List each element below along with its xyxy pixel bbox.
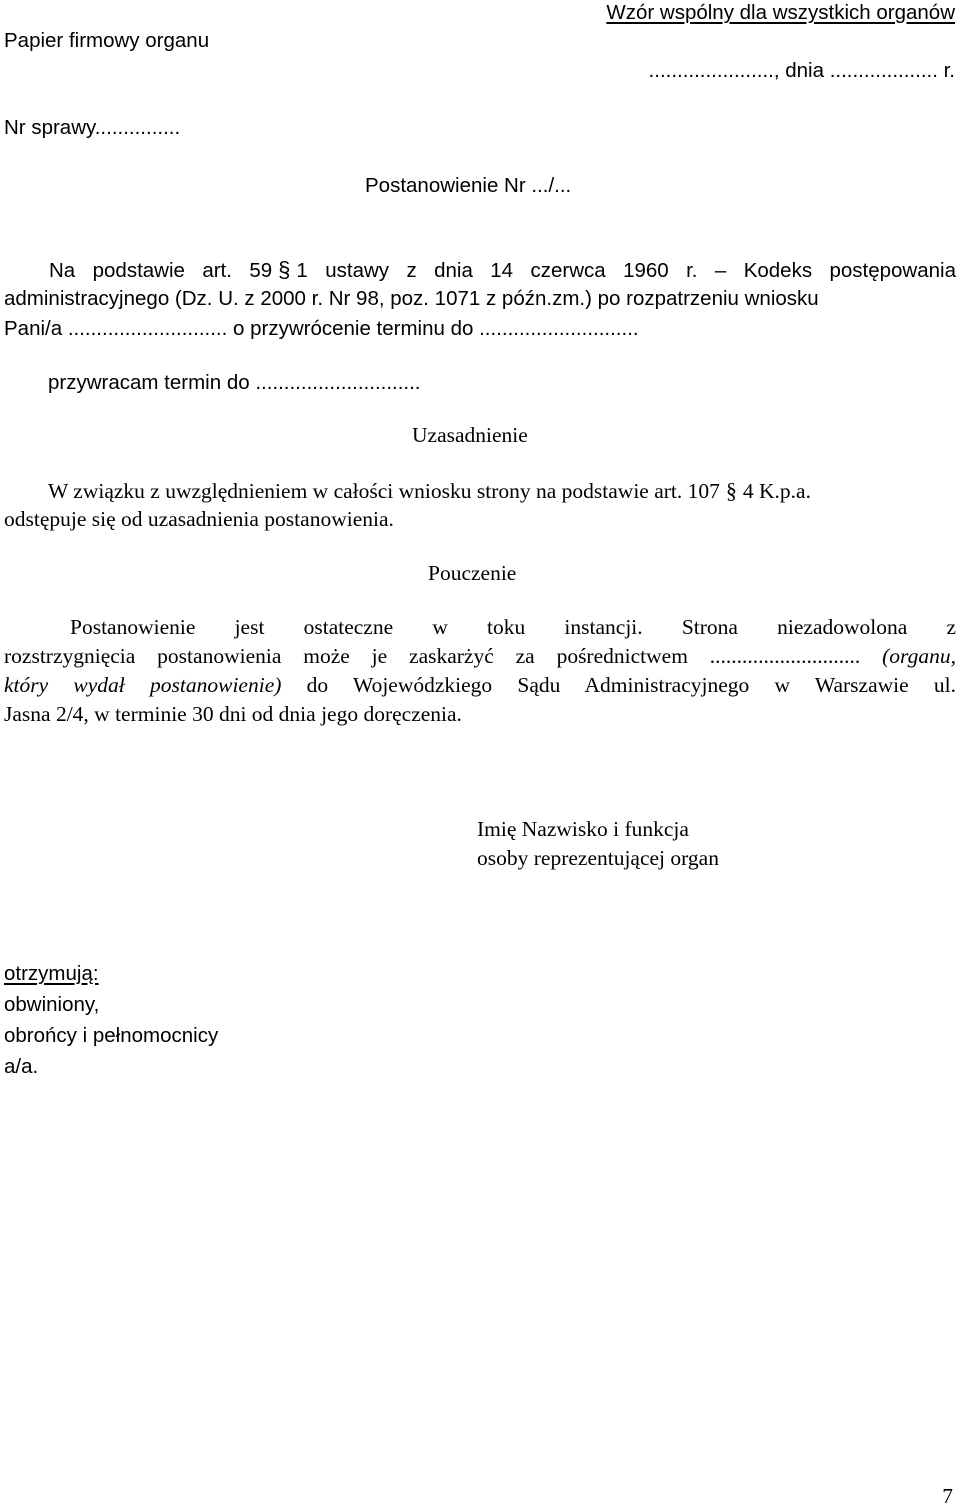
template-note: Wzór wspólny dla wszystkich organów bbox=[606, 1, 955, 24]
recipients-heading: otrzymują: bbox=[4, 962, 99, 985]
legal-basis-line-1 bbox=[4, 259, 956, 282]
section-sign: § bbox=[278, 257, 291, 282]
page-number: 7 bbox=[942, 1484, 953, 1508]
instruction-line-4: Jasna 2/4, w terminie 30 dni od dnia jego doręczenia. bbox=[4, 702, 462, 726]
instruction-line-2 bbox=[4, 646, 956, 668]
instruction-text-1: Postanowienie jest ostateczne w toku instancji. Strona niezadowolona z bbox=[70, 615, 956, 639]
instruction-text-3a: który wydał postanowienie) bbox=[4, 673, 282, 697]
case-number: Nr sprawy............... bbox=[4, 116, 181, 139]
instruction-line-1 bbox=[4, 617, 956, 639]
recipient-item: a/a. bbox=[4, 1055, 39, 1078]
recipient-item: obrońcy i pełnomocnicy bbox=[4, 1024, 219, 1047]
recipient-item: obwiniony, bbox=[4, 993, 100, 1016]
instruction-heading: Pouczenie bbox=[428, 561, 517, 585]
instruction-line-3 bbox=[4, 675, 956, 697]
recipients-block bbox=[4, 958, 218, 1082]
legal-basis-line-2: administracyjnego (Dz. U. z 2000 r. Nr 98, poz. 1071 z późn.zm.) po rozpatrzeniu wniosku bbox=[4, 287, 819, 310]
legal-basis-line-3: Pani/a ............................ o przywrócenie terminu do ............................ bbox=[4, 317, 639, 340]
signature-block bbox=[477, 815, 719, 873]
section-sign-2: § bbox=[725, 478, 737, 503]
decision-text: przywracam termin do ............................. bbox=[48, 371, 421, 394]
instruction-text-3b: do Wojewódzkiego Sądu Administracyjnego w Warszawie ul. bbox=[306, 673, 957, 697]
place-date: ......................, dnia ................... r. bbox=[648, 59, 955, 82]
justification-text-a: W związku z uwzględnieniem w całości wniosku strony na podstawie art. 107 bbox=[48, 479, 720, 503]
letterhead-placeholder: Papier firmowy organu bbox=[4, 29, 210, 52]
justification-line-2: odstępuje się od uzasadnienia postanowienia. bbox=[4, 507, 394, 531]
document-title: Postanowienie Nr .../... bbox=[365, 174, 572, 197]
justification-text-b: 4 K.p.a. bbox=[742, 479, 811, 503]
signature-line-2: osoby reprezentującej organ bbox=[477, 846, 719, 870]
legal-basis-art: Na podstawie art. 59 bbox=[49, 259, 273, 282]
justification-line-1 bbox=[48, 480, 811, 503]
instruction-text-2b: (organu, bbox=[882, 644, 956, 668]
justification-heading: Uzasadnienie bbox=[412, 423, 528, 447]
instruction-text-2a: rozstrzygnięcia postanowienia może je zaskarżyć za pośrednictwem ............................ bbox=[4, 644, 861, 668]
signature-line-1: Imię Nazwisko i funkcja bbox=[477, 817, 689, 841]
legal-basis-act: 1 ustawy z dnia 14 czerwca 1960 r. – Kodeks postępowania bbox=[296, 259, 956, 282]
